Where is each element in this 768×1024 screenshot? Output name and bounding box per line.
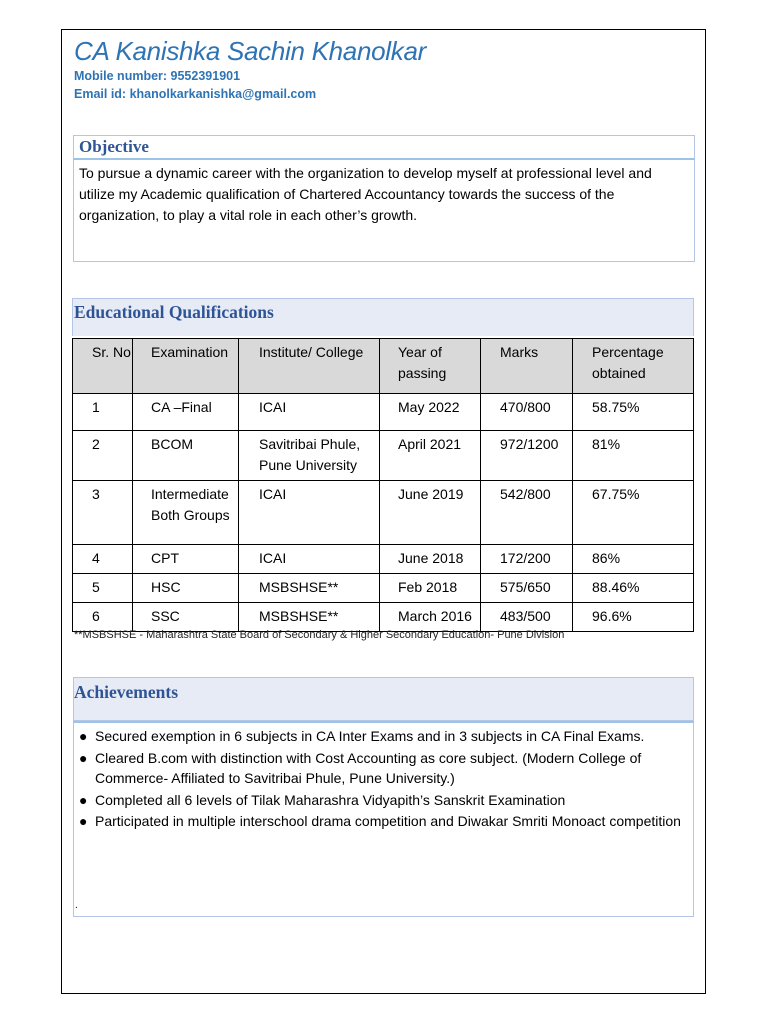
cell-exam: Intermediate Both Groups: [133, 481, 239, 545]
cell-percentage: 96.6%: [573, 603, 694, 632]
achievement-text: Participated in multiple interschool drama competition and Diwakar Smriti Monoact competition: [95, 813, 681, 829]
achievement-text: Secured exemption in 6 subjects in CA Inter Exams and in 3 subjects in CA Final Exams.: [95, 728, 645, 744]
bullet-icon: ●: [79, 791, 88, 808]
cell-institute: ICAI: [239, 481, 380, 545]
cell-exam: CA –Final: [133, 394, 239, 431]
education-title: Educational Qualifications: [74, 302, 274, 322]
header-percentage: Percentage obtained: [573, 339, 694, 394]
table-row: [73, 431, 694, 481]
cell-exam: BCOM: [133, 431, 239, 481]
bullet-icon: ●: [79, 813, 88, 829]
objective-divider: [73, 158, 695, 160]
list-item: [78, 726, 690, 747]
email-id: Email id: khanolkarkanishka@gmail.com: [74, 87, 317, 101]
cell-institute: MSBSHSE**: [239, 603, 380, 632]
cell-exam: SSC: [133, 603, 239, 632]
cell-year: June 2018: [380, 545, 481, 574]
table-row: [73, 545, 694, 574]
cell-year: March 2016: [380, 603, 481, 632]
cell-sr: 1: [73, 394, 133, 431]
header-sr-no: Sr. No: [73, 339, 133, 394]
bullet-icon: ●: [79, 728, 88, 744]
list-item: [78, 811, 690, 832]
header-year: Year of passing: [380, 339, 481, 394]
achievements-title: Achievements: [74, 682, 179, 702]
list-item: [78, 748, 690, 789]
cell-percentage: 58.75%: [573, 394, 694, 431]
objective-title: Objective: [79, 137, 149, 156]
cell-sr: 6: [73, 603, 133, 632]
table-row: [73, 574, 694, 603]
cell-percentage: 88.46%: [573, 574, 694, 603]
cell-sr: 2: [73, 431, 133, 481]
list-item: [78, 790, 690, 811]
cell-sr: 4: [73, 545, 133, 574]
cell-institute: MSBSHSE**: [239, 574, 380, 603]
cell-percentage: 81%: [573, 431, 694, 481]
cell-percentage: 67.75%: [573, 481, 694, 545]
cell-institute: ICAI: [239, 545, 380, 574]
cell-sr: 3: [73, 481, 133, 545]
cell-institute: Savitribai Phule, Pune University: [239, 431, 380, 481]
cell-year: May 2022: [380, 394, 481, 431]
cell-marks: 575/650: [481, 574, 573, 603]
msbshse-footnote: **MSBSHSE - Maharashtra State Board of Secondary & Higher Secondary Education- Pune Division: [74, 629, 565, 641]
achievements-list: [78, 726, 690, 833]
header-examination: Examination: [133, 339, 239, 394]
mobile-number: Mobile number: 9552391901: [74, 69, 241, 83]
achievement-text: Cleared B.com with distinction with Cost Accounting as core subject. (Modern College of Commerce- Affiliated to Savitribai Phule, Pune University.): [95, 749, 642, 786]
cell-exam: CPT: [133, 545, 239, 574]
cell-year: April 2021: [380, 431, 481, 481]
candidate-name: CA Kanishka Sachin Khanolkar: [74, 36, 426, 66]
cell-marks: 470/800: [481, 394, 573, 431]
achievement-text: Completed all 6 levels of Tilak Maharashra Vidyapith’s Sanskrit Examination: [95, 791, 566, 808]
education-table: [72, 338, 694, 632]
cell-exam: HSC: [133, 574, 239, 603]
header-institute: Institute/ College: [239, 339, 380, 394]
table-header-row: [73, 339, 694, 394]
table-row: [73, 603, 694, 632]
trailing-dot: .: [75, 900, 78, 911]
cell-year: Feb 2018: [380, 574, 481, 603]
objective-text: To pursue a dynamic career with the organization to develop myself at professional level and utilize my Academic qualification of Chartered Accountancy towards the success of the organization, to play a vital role in each other’s growth.: [79, 165, 652, 223]
cell-year: June 2019: [380, 481, 481, 545]
cell-marks: 972/1200: [481, 431, 573, 481]
cell-marks: 483/500: [481, 603, 573, 632]
cell-marks: 542/800: [481, 481, 573, 545]
table-row: [73, 481, 694, 545]
table-row: [73, 394, 694, 431]
header-marks: Marks: [481, 339, 573, 394]
cell-institute: ICAI: [239, 394, 380, 431]
cell-sr: 5: [73, 574, 133, 603]
bullet-icon: ●: [79, 749, 88, 766]
cell-percentage: 86%: [573, 545, 694, 574]
cell-marks: 172/200: [481, 545, 573, 574]
